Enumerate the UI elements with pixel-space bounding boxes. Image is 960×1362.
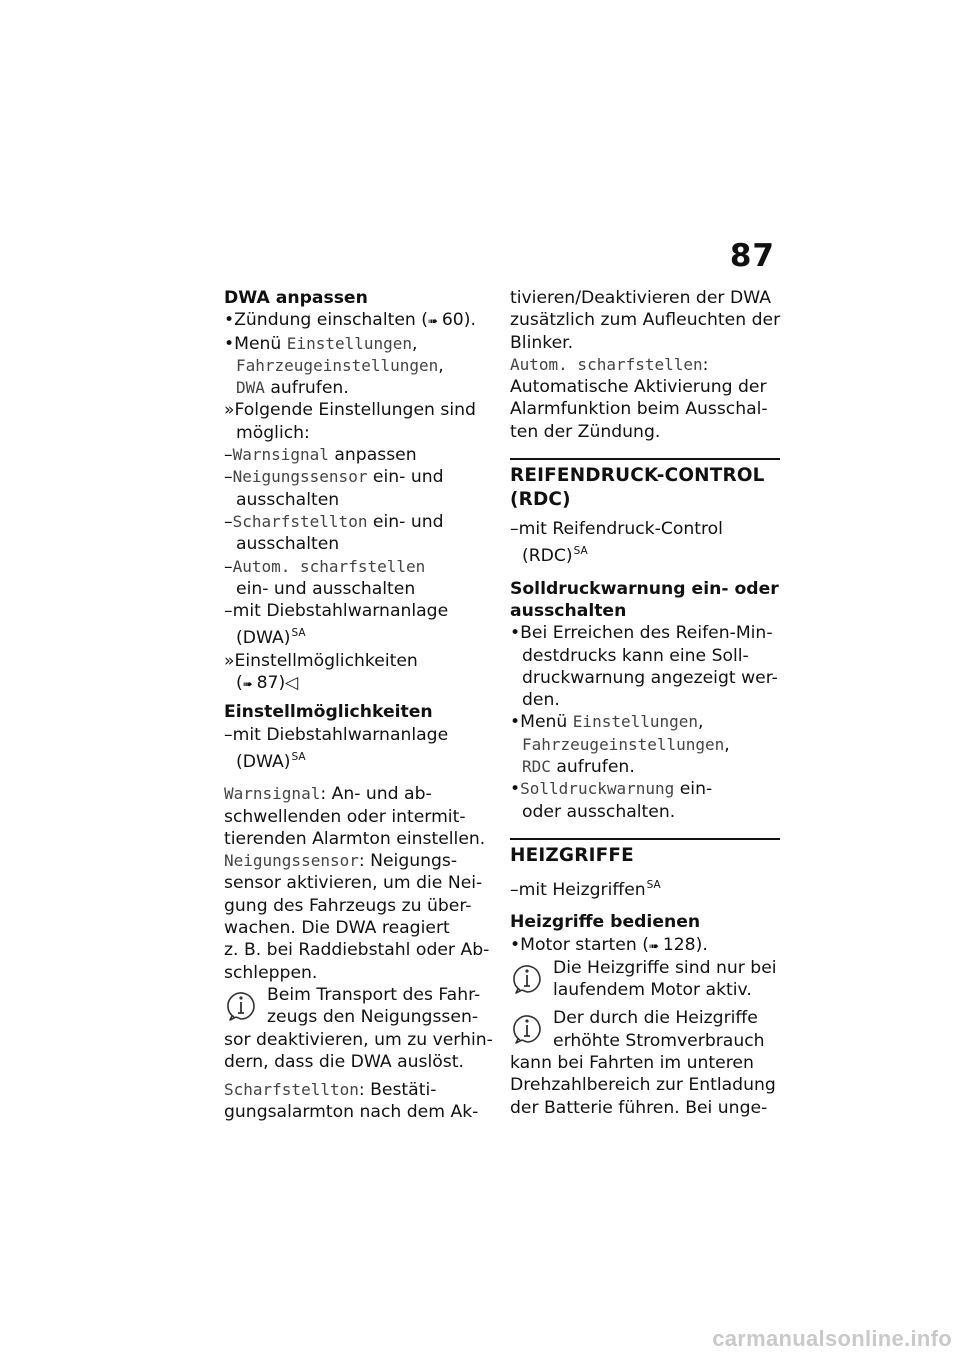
rdc-step-line: den. xyxy=(522,690,560,711)
watermark: carmanualsonline.info xyxy=(712,1326,952,1351)
options-condition-cont: (DWA)$^{SA}$ xyxy=(236,750,306,772)
note-line: der Batterie führen. Bei unge- xyxy=(510,1097,768,1118)
rdc-menu-path: Fahrzeugeinstellungen, xyxy=(522,734,730,755)
section-divider xyxy=(510,458,780,460)
step-menu-path-end: DWA aufrufen. xyxy=(236,378,349,399)
note-transport xyxy=(224,984,493,1073)
step-menu-path: Fahrzeugeinstellungen, xyxy=(236,355,444,376)
desc-tilt-line: schleppen. xyxy=(224,962,318,983)
continuation-line: zusätzlich zum Aufleuchten der xyxy=(510,310,781,331)
info-icon xyxy=(224,989,258,1023)
sa-badge: SA xyxy=(291,627,306,640)
option-tilt-sensor-cont: ausschalten xyxy=(236,489,340,510)
rdc-step: •Bei Erreichen des Reifen-Min- xyxy=(510,623,773,644)
note-line: sor deaktivieren, um zu verhin- xyxy=(224,1029,493,1050)
condition-dwa-cont: (DWA)$^{SA}$ xyxy=(236,627,306,649)
result-settings-cont: möglich: xyxy=(236,422,310,443)
info-icon xyxy=(510,1012,544,1046)
result-settings: »Folgende Einstellungen sind xyxy=(224,400,476,421)
arrow-right-icon: ➠ xyxy=(648,938,663,953)
note-line: Drehzahlbereich zur Entladung xyxy=(510,1075,776,1096)
desc-auto-arm-line: ten der Zündung. xyxy=(510,421,661,442)
condition-dwa: –mit Diebstahlwarnanlage xyxy=(224,601,449,622)
heat-step: •Motor starten (➠ 128). xyxy=(510,934,708,955)
desc-confirm-tone: Scharfstellton: Bestäti- xyxy=(224,1080,437,1101)
option-auto-arm-cont: ein- und ausschalten xyxy=(236,578,416,599)
note-line: zeugs den Neigungssen- xyxy=(267,1007,479,1028)
section-title-rdc-cont: (RDC) xyxy=(510,489,571,511)
desc-auto-arm-line: Automatische Aktivierung der xyxy=(510,377,767,398)
note-line: kann bei Fahrten im unteren xyxy=(510,1053,754,1074)
section-title-heated-grips: HEIZGRIFFE xyxy=(510,844,634,866)
note-power-consumption xyxy=(510,1007,780,1118)
note-line: Die Heizgriffe sind nur bei xyxy=(553,957,777,978)
arrow-right-icon: ➠ xyxy=(428,314,442,329)
note-line: Der durch die Heizgriffe xyxy=(553,1008,758,1029)
result-options-ref: (➠ 87)◁ xyxy=(236,673,299,694)
options-condition: –mit Diebstahlwarnanlage xyxy=(224,724,449,745)
rdc-menu: •Menü Einstellungen, xyxy=(510,712,704,733)
rdc-menu-path-end: RDC aufrufen. xyxy=(522,757,635,778)
options-heading: Einstellmöglichkeiten xyxy=(224,702,433,723)
rdc-condition: –mit Reifendruck-Control xyxy=(510,519,723,540)
step-menu: •Menü Einstellungen, xyxy=(224,333,418,354)
note-line: Beim Transport des Fahr- xyxy=(267,984,481,1005)
page-number: 87 xyxy=(729,238,775,274)
rdc-toggle-step-cont: oder ausschalten. xyxy=(522,801,676,822)
continuation-line: tivieren/Deaktivieren der DWA xyxy=(510,288,771,308)
result-options: »Einstellmöglichkeiten xyxy=(224,650,418,671)
desc-confirm-tone-line: gungsalarmton nach dem Ak- xyxy=(224,1102,479,1123)
desc-warnsignal-line: schwellenden oder intermit- xyxy=(224,806,466,827)
note-line: erhöhte Stromverbrauch xyxy=(553,1030,765,1051)
option-auto-arm: –Autom. scharfstellen xyxy=(224,556,426,577)
desc-tilt-line: gung des Fahrzeugs zu über- xyxy=(224,895,472,916)
rdc-toggle-step: •Solldruckwarnung ein- xyxy=(510,779,713,800)
rdc-heading: Solldruckwarnung ein- oder xyxy=(510,578,779,599)
option-tilt-sensor: –Neigungssensor ein- und xyxy=(224,467,444,488)
desc-warnsignal: Warnsignal: An- und ab- xyxy=(224,784,432,805)
desc-auto-arm: Autom. scharfstellen: xyxy=(510,354,709,375)
note-engine-running xyxy=(510,957,780,1002)
option-warnsignal: –Warnsignal anpassen xyxy=(224,445,417,466)
desc-auto-arm-line: Alarmfunktion beim Ausschal- xyxy=(510,399,768,420)
desc-tilt-line: sensor aktivieren, um die Nei- xyxy=(224,873,483,894)
option-confirm-tone-cont: ausschalten xyxy=(236,534,340,555)
dwa-heading: DWA anpassen xyxy=(224,288,368,308)
info-icon xyxy=(510,962,544,996)
desc-tilt-line: z. B. bei Raddiebstahl oder Ab- xyxy=(224,940,490,961)
note-line: laufendem Motor aktiv. xyxy=(553,980,752,1001)
section-title-rdc: REIFENDRUCK-CONTROL xyxy=(510,465,765,487)
desc-tilt-line: wachen. Die DWA reagiert xyxy=(224,918,450,939)
sa-badge: SA xyxy=(646,878,661,891)
right-column xyxy=(510,287,780,1119)
rdc-step-line: destdrucks kann eine Soll- xyxy=(522,645,749,666)
note-line: dern, dass die DWA auslöst. xyxy=(224,1051,464,1072)
step-ignition: •Zündung einschalten (➠ 60). xyxy=(224,310,476,331)
rdc-heading-cont: ausschalten xyxy=(510,600,627,621)
option-confirm-tone: –Scharfstellton ein- und xyxy=(224,511,444,532)
arrow-right-icon: ➠ xyxy=(242,677,257,692)
section-divider xyxy=(510,838,780,840)
rdc-condition-cont: (RDC)$^{SA}$ xyxy=(522,545,588,567)
sa-badge: SA xyxy=(291,750,306,763)
sa-badge: SA xyxy=(573,545,588,558)
rdc-step-line: druckwarnung angezeigt wer- xyxy=(522,667,778,688)
continuation-line: Blinker. xyxy=(510,332,574,353)
left-column xyxy=(224,287,493,1124)
desc-warnsignal-line: tierenden Alarmton einstellen. xyxy=(224,828,486,849)
heat-condition: –mit Heizgriffen$^{SA}$ xyxy=(510,878,661,900)
desc-tilt: Neigungssensor: Neigungs- xyxy=(224,851,458,872)
heat-heading: Heizgriffe bedienen xyxy=(510,912,701,933)
